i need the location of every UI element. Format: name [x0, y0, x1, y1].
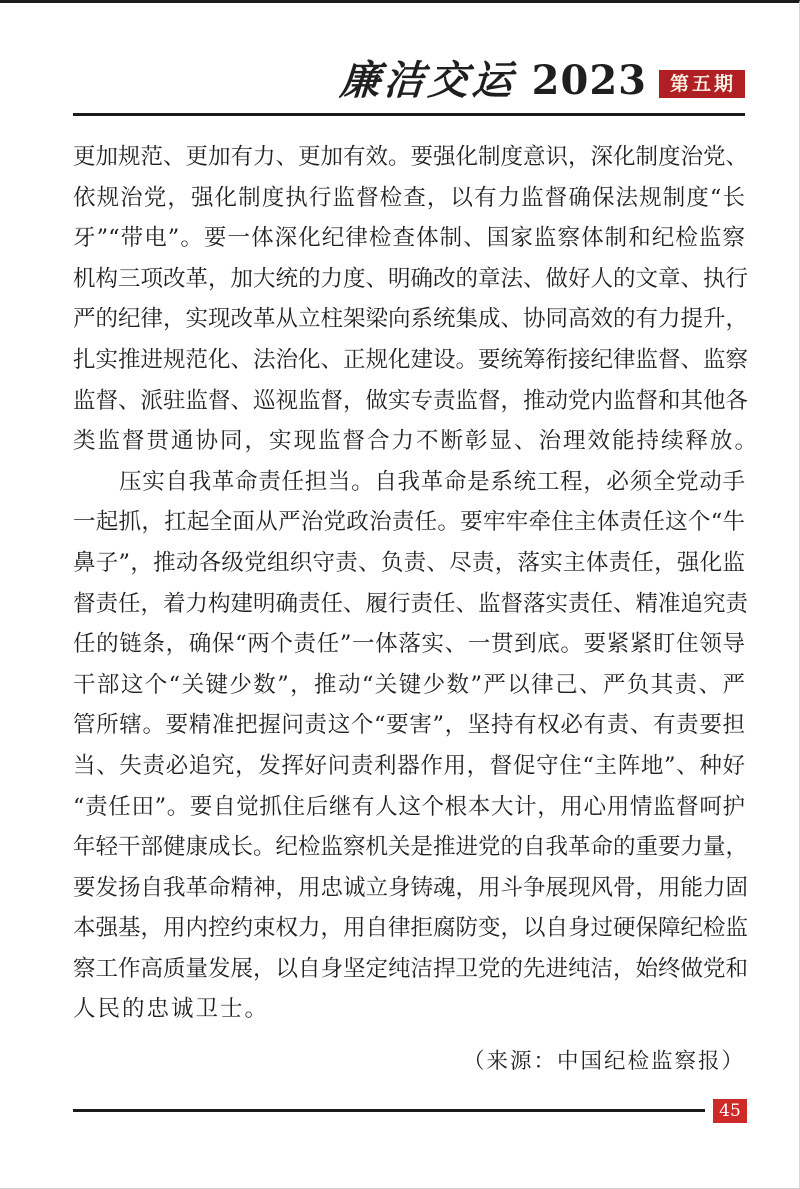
body-line-paragraph-end: 类监督贯通协同，实现监督合力不断彰显、治理效能持续释放。	[73, 428, 760, 455]
body-line: 鼻子”，推动各级党组织守责、负责、尽责，落实主体责任，强化监	[73, 549, 745, 576]
body-line-paragraph-start: 压实自我革命责任担当。自我革命是系统工程，必须全党动手	[119, 468, 745, 495]
page-header	[73, 57, 745, 104]
body-line: 察工作高质量发展，以自身坚定纯洁捍卫党的先进纯洁，始终做党和	[73, 955, 749, 982]
page-number-badge: 45	[713, 1099, 747, 1123]
body-line: 扎实推进规范化、法治化、正规化建设。要统筹衔接纪律监督、监察	[73, 346, 749, 373]
body-line-paragraph-end: 人民的忠诚卫士。	[73, 996, 270, 1023]
masthead-year: 2023	[531, 57, 647, 104]
source-attribution: （来源：中国纪检监察报）	[462, 1049, 745, 1075]
body-line: 年轻干部健康成长。纪检监察机关是推进党的自我革命的重要力量，	[73, 834, 749, 861]
issue-badge: 第五期	[659, 70, 745, 98]
body-line: 严的纪律，实现改革从立柱架梁向系统集成、协同高效的有力提升，	[73, 306, 749, 333]
footer-rule	[73, 1109, 705, 1112]
body-line: “责任田”。要自觉抓住后继有人这个根本大计，用心用情监督呵护	[73, 793, 745, 820]
masthead-calligraphy: 廉洁交运	[338, 57, 518, 104]
body-line: 任的链条，确保“两个责任”一体落实、一贯到底。要紧紧盯住领导	[73, 631, 745, 658]
body-line: 机构三项改革，加大统的力度、明确改的章法、做好人的文章、执行	[73, 265, 749, 292]
body-line: 督责任，着力构建明确责任、履行责任、监督落实责任、精准追究责	[73, 590, 749, 617]
body-line: 当、失责必追究，发挥好问责利器作用，督促守住“主阵地”、种好	[73, 752, 745, 779]
masthead-title	[338, 57, 647, 104]
body-line: 监督、派驻监督、巡视监督，做实专责监督，推动党内监督和其他各	[73, 387, 749, 414]
page-footer	[73, 1098, 747, 1123]
article-body	[73, 137, 760, 1082]
body-line: 干部这个“关键少数”，推动“关键少数”严以律己、严负其责、严	[73, 671, 745, 698]
body-line: 管所辖。要精准把握问责这个“要害”，坚持有权必有责、有责要担	[73, 712, 745, 739]
body-line: 更加规范、更加有力、更加有效。要强化制度意识，深化制度治党、	[73, 144, 749, 170]
header-rule	[73, 113, 745, 116]
body-line: 本强基，用内控约束权力，用自律拒腐防变，以自身过硬保障纪检监	[73, 915, 749, 942]
body-line: 牙”“带电”。要一体深化纪律检查体制、国家监察体制和纪检监察	[73, 225, 745, 252]
body-line: 要发扬自我革命精神，用忠诚立身铸魂，用斗争展现风骨，用能力固	[73, 874, 749, 901]
body-line: 依规治党，强化制度执行监督检查，以有力监督确保法规制度“长	[73, 184, 745, 211]
body-line: 一起抓，扛起全面从严治党政治责任。要牢牢牵住主体责任这个“牛	[73, 509, 745, 536]
